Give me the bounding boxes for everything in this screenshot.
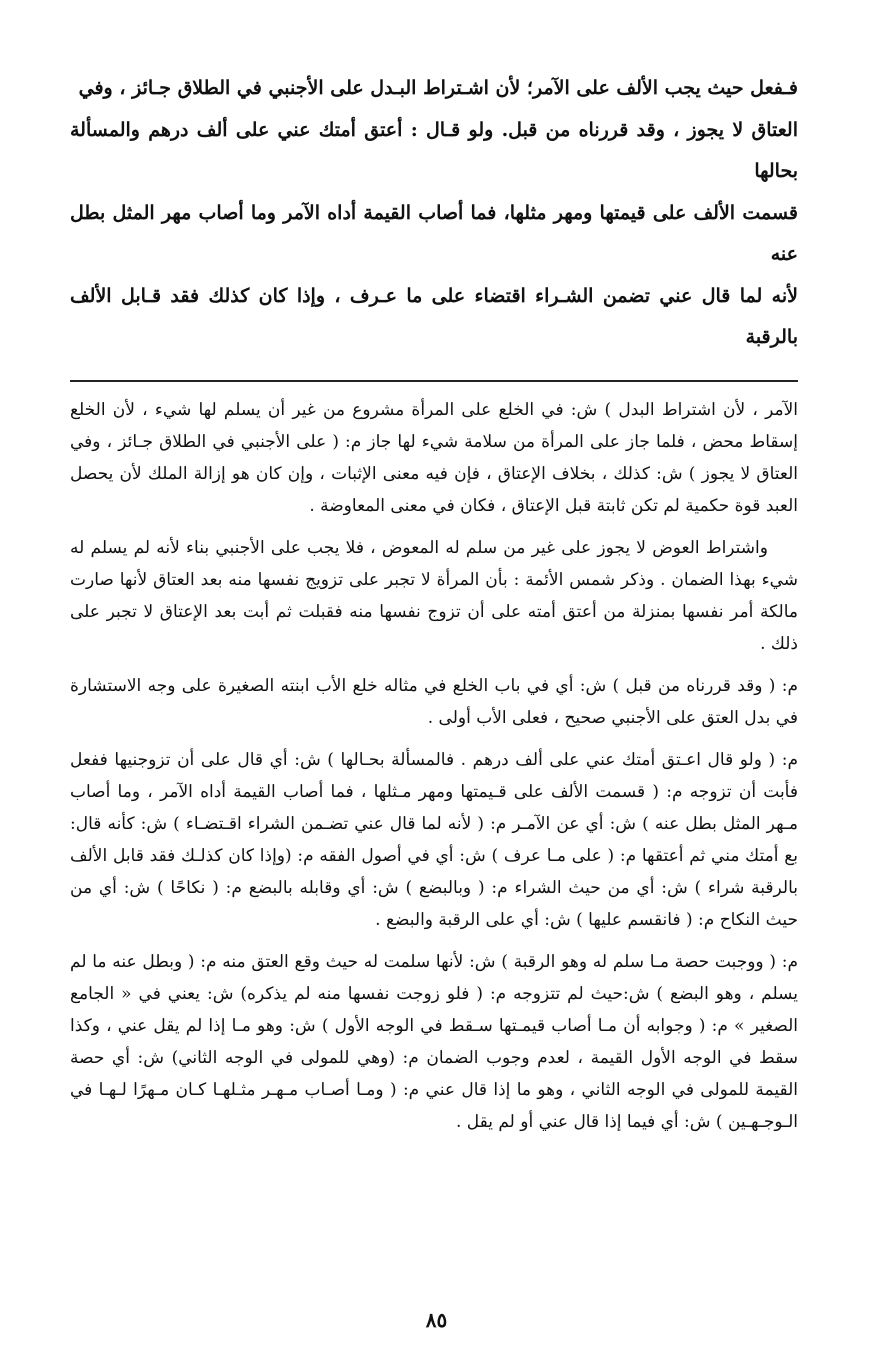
main-text-line: العتاق لا يجوز ، وقد قررناه من قبل. ولو قـال : أعتق أمتك عني على ألف درهم والمسألة بحالها: [70, 118, 798, 182]
commentary-block: [70, 394, 798, 1138]
commentary-paragraph: واشتراط العوض لا يجوز على غير من سلم له المعوض ، فلا يجب على الأجنبي بناء لأنه لم يسلم له شيء بهذا الضمان . وذكر شمس الأئمة : بأن المرأة لا تجبر على تزويج نفسها منه بعد العتاق لأنها صارت مالكة أمر نفسها بمنزلة من أعتق أمته على أن تزوج نفسها منه فقبلت ثم أبت بعد الإعتاق لا تجبر على ذلك .: [70, 538, 798, 654]
commentary-paragraph: م: ( وقد قررناه من قبل ) ش: أي في باب الخلع في مثاله خلع الأب ابنته الصغيرة على وجه الاستشارة في بدل العتق على الأجنبي صحيح ، فعلى الأب أولى .: [70, 676, 798, 728]
separator-rule: [70, 380, 798, 382]
commentary-paragraph: م: ( ووجبت حصة مـا سلم له وهو الرقبة ) ش: لأنها سلمت له حيث وقع العتق منه م: ( وبطل عنه ما لم يسلم ، وهو البضع ) ش:حيث لم تتزوجه م: ( فلو زوجت نفسها منه لم يذكره) ش: يعني في « الجامع الصغير » م: ( وجوابه أن مـا أصاب قيمـتها سـقط في الوجه الأول ) ش: وهو مـا إذا لم يقل عني ، وكذا سقط في الوجه الأول القيمة ، لعدم وجوب الضمان م: (وهي للمولى في الوجه الثاني) ش: أي حصة القيمة للمولى في الوجه الثاني ، وهو ما إذا قال عني م: ( ومـا أصـاب مـهـر مثـلهـا كـان مـهرًا لـهـا في الـوجـهـين ) ش: أي فيما إذا قال عني أو لم يقل .: [70, 952, 798, 1132]
main-text-line: لأنه لما قال عني تضمن الشـراء اقتضاء على ما عـرف ، وإذا كان كذلك فقد قـابل الألف بالرقبة: [70, 284, 798, 348]
commentary-paragraph: الآمر ، لأن اشتراط البدل ) ش: في الخلع على المرأة مشروع من غير أن يسلم لها شيء ، لأن الخلع إسقاط محض ، فلما جاز على المرأة من سلامة شيء لها جاز م: ( على الأجنبي في الطلاق جـائز ، وفي العتاق لا يجوز ) ش: كذلك ، بخلاف الإعتاق ، فإن فيه معنى الإثبات ، وإن كان هو إزالة الملك لأن يحصل العبد قوة حكمية لم تكن ثابتة قبل الإعتاق ، فكان في معنى المعاوضة .: [70, 400, 798, 516]
main-text-block: [70, 68, 798, 366]
commentary-paragraph: م: ( ولو قال اعـتق أمتك عني على ألف درهم . فالمسألة بحـالها ) ش: أي قال على أن تزوجنيها ففعل فأبت أن تزوجه م: ( قسمت الألف على قـيمتها ومهر مـثلها ، فما أصاب القيمة أداه الآمر ، وما أصاب مـهر المثل بطل عنه ) ش: أي عن الآمـر م: ( لأنه لما قال عني تضـمن الشراء اقـتضـاء ) ش: كأنه قال: بع أمتك مني ثم أعتقها م: ( على مـا عرف ) ش: أي في أصول الفقه م: (وإذا كان كذلـك فقد قابل الألف بالرقبة شراء ) ش: أي من حيث الشراء م: ( وبالبضع ) ش: أي وقابله بالبضع م: ( نكاحًا ) ش: أي من حيث النكاح م: ( فانقسم عليها ) ش: أي على الرقبة والبضع .: [70, 750, 798, 930]
main-text-line: [70, 359, 798, 367]
book-page: [70, 68, 798, 1148]
main-text-line: قسمت الألف على قيمتها ومهر مثلها، فما أصاب القيمة أداه الآمر وما أصاب مهر المثل بطل عنه: [70, 201, 798, 265]
page-number: ٨٥: [425, 1308, 448, 1332]
main-text-line: فـفعل حيث يجب الألف على الآمر؛ لأن اشـتراط البـدل على الأجنبي في الطلاق جـائز ، وفي: [78, 77, 798, 99]
